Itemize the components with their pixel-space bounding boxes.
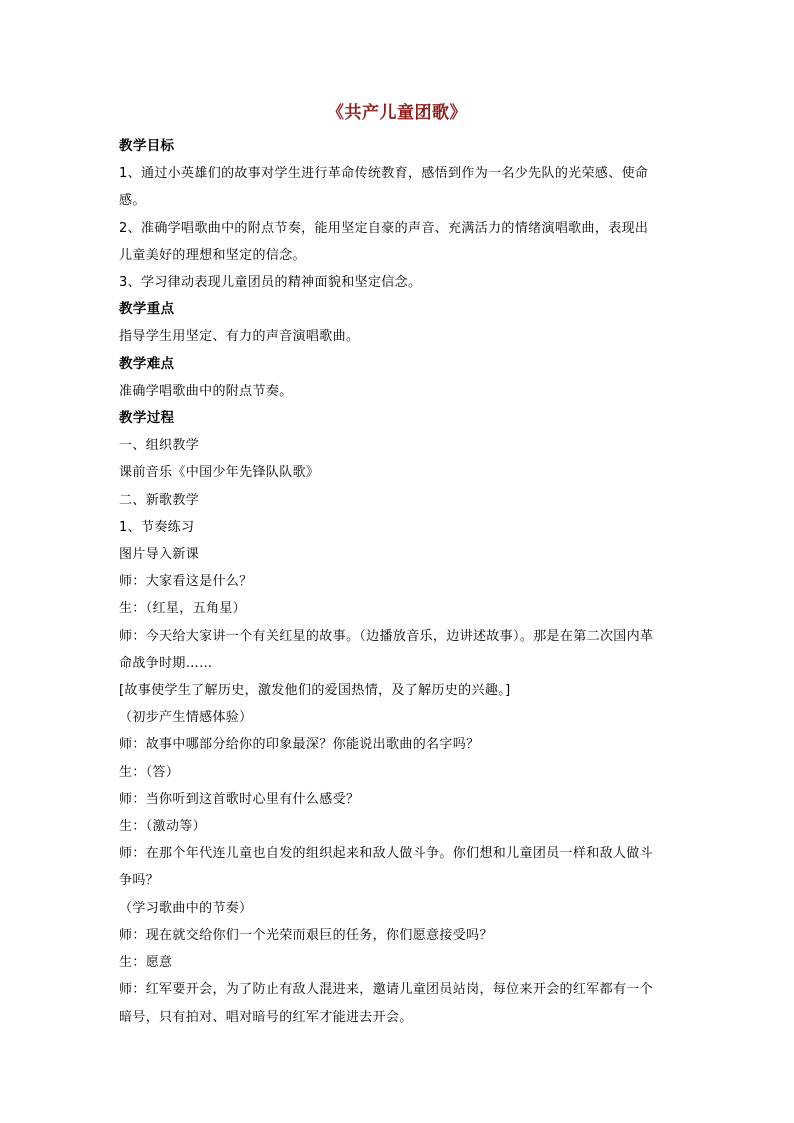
paragraph-line: 师：现在就交给你们一个光荣而艰巨的任务，你们愿意接受吗？ bbox=[119, 927, 493, 943]
paragraph-line: 师：红军要开会，为了防止有敌人混进来，邀请儿童团员站岗，每位来开会的红军都有一个 bbox=[119, 982, 654, 998]
paragraph-line: 师：大家看这是什么？ bbox=[119, 574, 253, 590]
paragraph-line: 1、节奏练习 bbox=[119, 519, 195, 535]
paragraph-line: 一、组织教学 bbox=[119, 438, 200, 454]
paragraph-line: 指导学生用坚定、有力的声音演唱歌曲。 bbox=[119, 329, 360, 345]
paragraph-line: 二、新歌教学 bbox=[119, 492, 200, 508]
paragraph-line: 生：愿意 bbox=[119, 955, 173, 971]
paragraph-line: 命战争时期…… bbox=[119, 655, 213, 671]
paragraph-line: 感。 bbox=[119, 193, 146, 209]
paragraph-line: 师：当你听到这首歌时心里有什么感受？ bbox=[119, 791, 360, 807]
paragraph-line: 1、通过小英雄们的故事对学生进行革命传统教育，感悟到作为一名少先队的光荣感、使命 bbox=[119, 166, 649, 182]
paragraph-line: 3、学习律动表现儿童团员的精神面貌和坚定信念。 bbox=[119, 275, 422, 291]
paragraph-line: 暗号，只有拍对、唱对暗号的红军才能进去开会。 bbox=[119, 1009, 413, 1025]
paragraph-line: [故事使学生了解历史，激发他们的爱国热情，及了解历史的兴趣。] bbox=[119, 683, 511, 699]
paragraph-line: 儿童美好的理想和坚定的信念。 bbox=[119, 247, 306, 263]
paragraph-line: 生：（激动等） bbox=[119, 819, 206, 835]
document-title: 《共产儿童团歌》 bbox=[327, 103, 467, 123]
paragraph-line: 准确学唱歌曲中的附点节奏。 bbox=[119, 383, 293, 399]
section-heading: 教学难点 bbox=[119, 355, 175, 372]
paragraph-line: 课前音乐《中国少年先锋队队歌》 bbox=[119, 465, 320, 481]
paragraph-line: 师：故事中哪部分给你的印象最深？你能说出歌曲的名字吗？ bbox=[119, 737, 480, 753]
paragraph-line: （初步产生情感体验） bbox=[119, 710, 253, 726]
document-body bbox=[119, 133, 677, 1031]
paragraph-line: 师：在那个年代连儿童也自发的组织起来和敌人做斗争。你们想和儿童团员一样和敌人做斗 bbox=[119, 846, 654, 862]
paragraph-line: 生：（答） bbox=[119, 764, 180, 780]
paragraph-line: 2、准确学唱歌曲中的附点节奏，能用坚定自豪的声音、充满活力的情绪演唱歌曲，表现出 bbox=[119, 220, 649, 236]
paragraph-line: 生：（红星，五角星） bbox=[119, 601, 247, 617]
section-heading: 教学重点 bbox=[119, 301, 175, 318]
paragraph-line: 师：今天给大家讲一个有关红星的故事。（边播放音乐，边讲述故事）。那是在第二次国内革 bbox=[119, 628, 654, 644]
paragraph-line: 争吗？ bbox=[119, 873, 160, 889]
paragraph-line: 图片导入新课 bbox=[119, 547, 200, 563]
section-heading: 教学过程 bbox=[119, 410, 175, 427]
section-heading: 教学目标 bbox=[119, 138, 175, 154]
paragraph-line: （学习歌曲中的节奏） bbox=[119, 900, 253, 916]
